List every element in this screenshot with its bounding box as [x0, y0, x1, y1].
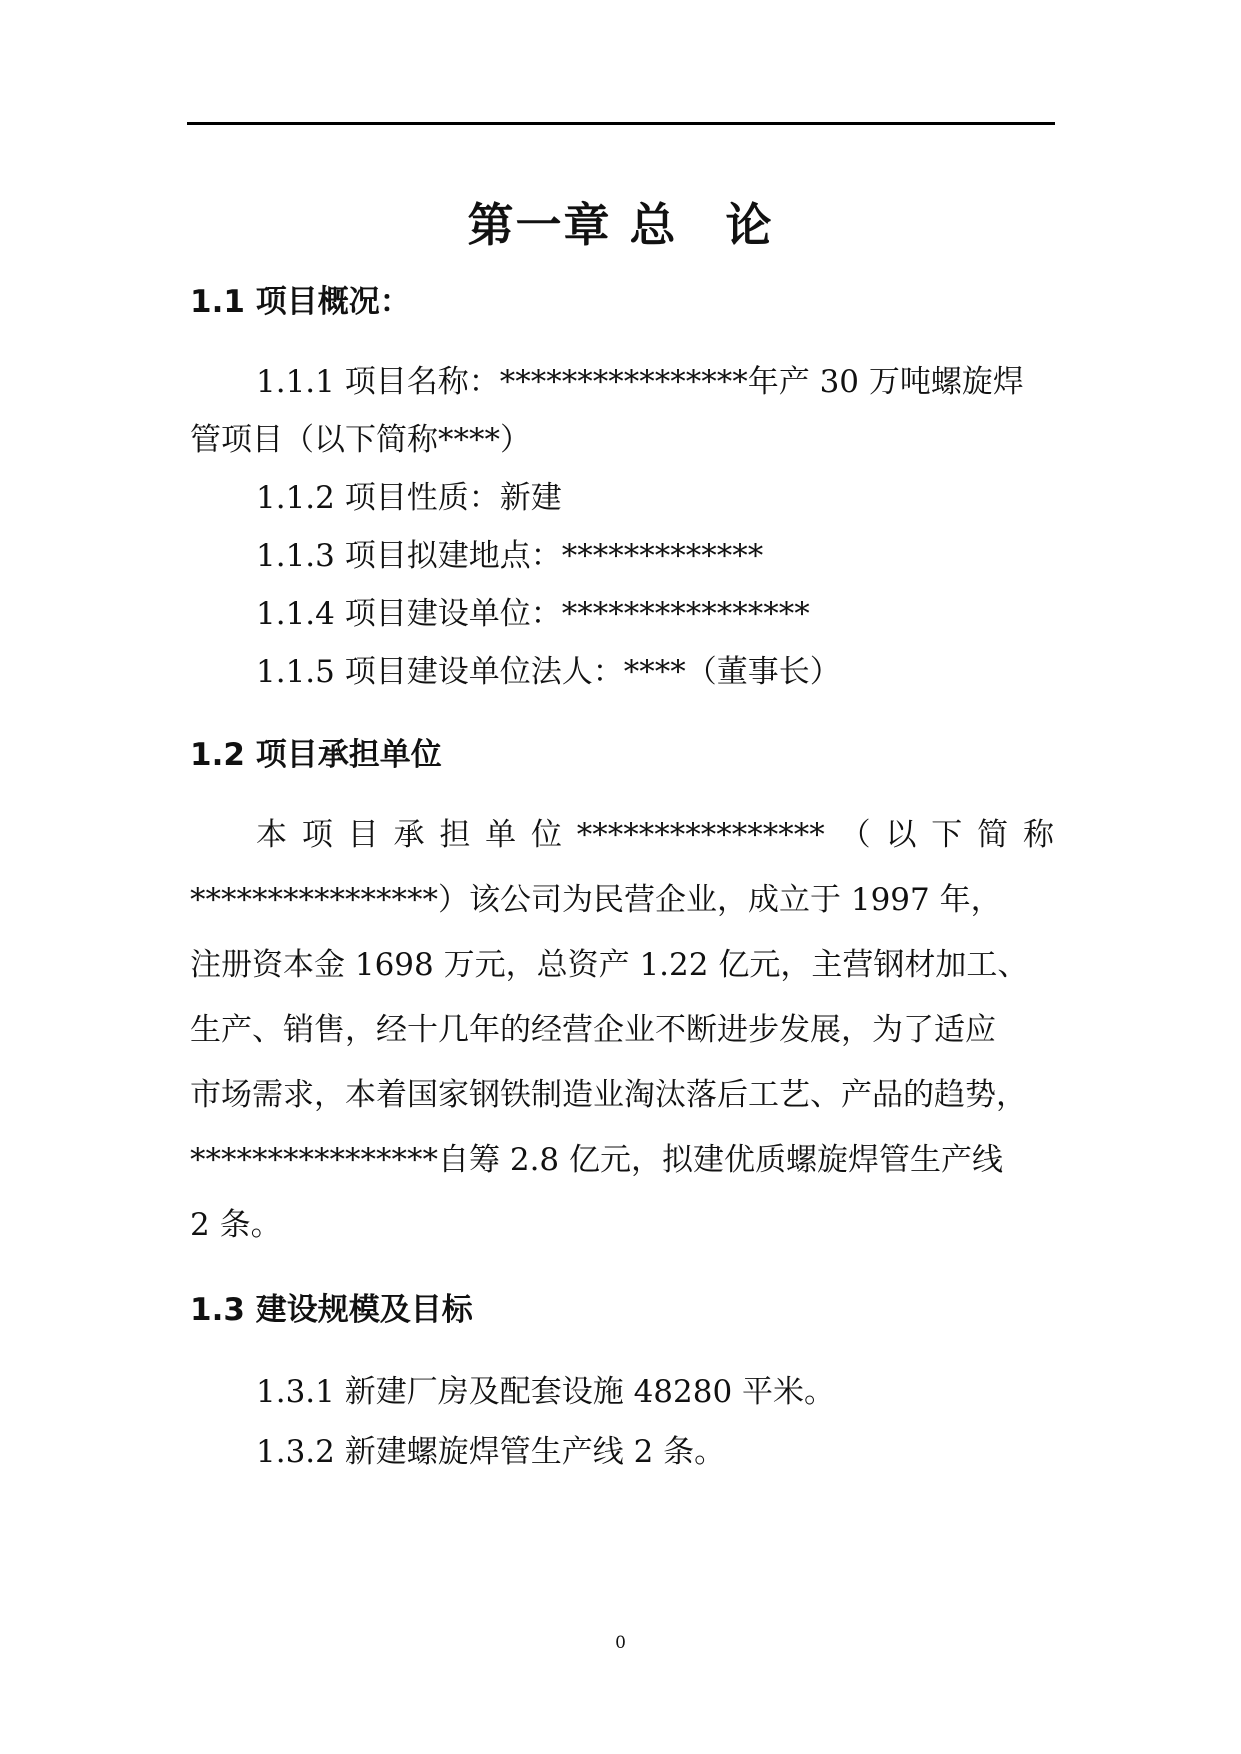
item-1-1-1-cont: 管项目（以下简称****） — [190, 422, 531, 458]
item-1-1-1: 1.1.1 项目名称：****************年产 30 万吨螺旋焊 — [256, 364, 1024, 400]
item-1-1-2: 1.1.2 项目性质：新建 — [256, 480, 562, 516]
word: 担 — [439, 817, 471, 853]
paragraph-line: ****************自筹 2.8 亿元，拟建优质螺旋焊管生产线 — [190, 1142, 1004, 1178]
paragraph-first-line — [256, 815, 1054, 855]
paragraph-line: 市场需求，本着国家钢铁制造业淘汰落后工艺、产品的趋势， — [190, 1077, 1027, 1113]
word: 本 — [256, 817, 287, 853]
word: 简 — [977, 817, 1009, 853]
word: 项 — [301, 817, 333, 853]
item-1-3-2: 1.3.2 新建螺旋焊管生产线 2 条。 — [256, 1434, 726, 1470]
header-rule — [187, 122, 1055, 125]
word: 位 — [530, 817, 562, 853]
item-1-1-5: 1.1.5 项目建设单位法人：****（董事长） — [256, 654, 841, 690]
page-number: 0 — [615, 1633, 626, 1653]
paragraph-line: 2 条。 — [190, 1207, 282, 1243]
word: 以 — [885, 817, 917, 853]
item-1-3-1: 1.3.1 新建厂房及配套设施 48280 平米。 — [256, 1374, 836, 1410]
section-heading-1-1: 1.1 项目概况： — [190, 284, 411, 320]
word: 目 — [347, 817, 379, 853]
word: 称 — [1022, 817, 1054, 853]
word: （ — [839, 817, 871, 853]
paragraph-line: 注册资本金 1698 万元，总资产 1.22 亿元，主营钢材加工、 — [190, 947, 1029, 983]
word: **************** — [576, 817, 825, 853]
item-1-1-3: 1.1.3 项目拟建地点：************* — [256, 538, 764, 574]
section-heading-1-2: 1.2 项目承担单位 — [190, 737, 442, 773]
section-heading-1-3: 1.3 建设规模及目标 — [190, 1292, 473, 1328]
item-1-1-4: 1.1.4 项目建设单位：**************** — [256, 596, 810, 632]
word: 承 — [393, 817, 425, 853]
chapter-title: 第一章 总 论 — [467, 198, 774, 252]
paragraph-line: 生产、销售，经十几年的经营企业不断进步发展，为了适应 — [190, 1012, 996, 1048]
paragraph-line: ****************）该公司为民营企业，成立于 1997 年， — [190, 882, 1002, 918]
word: 单 — [485, 817, 517, 853]
word: 下 — [931, 817, 963, 853]
